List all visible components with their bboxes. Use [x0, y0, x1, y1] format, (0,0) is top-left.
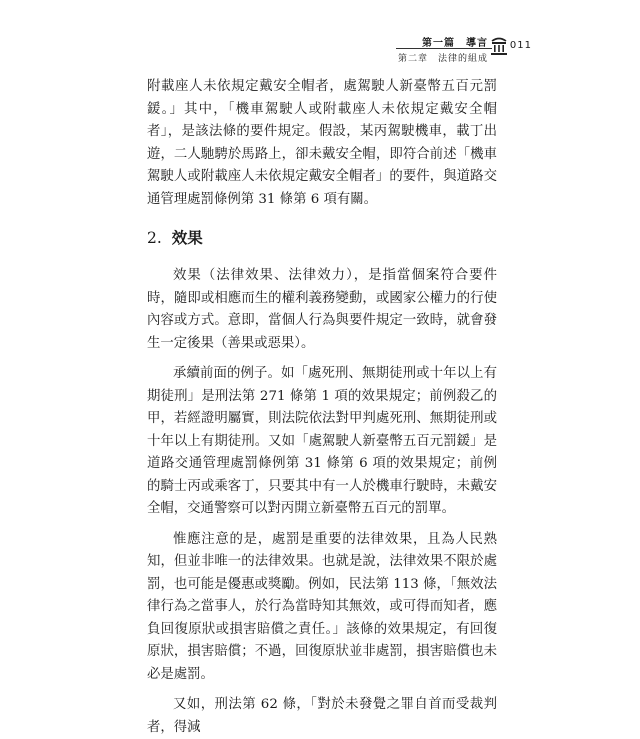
page-number: 011 [509, 40, 532, 51]
section-title: 效果 [171, 229, 203, 247]
paragraph-note: 惟應注意的是，處罰是重要的法律效果，且為人民熟知，但並非唯一的法律效果。也就是說，法律效果不限於處罰，也可能是優惠或獎勵。例如，民法第 113 條，「無效法律行為之當事人，於行為當時知其無效，或可得而知者，應負回復原狀或損害賠償之責任。」該條的效果規定，有回復原狀，損害賠償；不過，回復原狀並非處罰，損害賠償也未必是處罰。 [147, 531, 497, 682]
column-pillar-icon [490, 36, 508, 56]
header-part-title: 第一篇 導言 [422, 38, 488, 49]
header-chapter-title: 第二章 法律的組成 [397, 54, 488, 64]
header-rule [396, 48, 492, 49]
paragraph-further-example: 又如，刑法第 62 條，「對於未發覺之罪自首而受裁判者，得減 [147, 697, 497, 735]
paragraph-continued: 附載座人未依規定戴安全帽者，處駕駛人新臺幣五百元罰鍰。」其中，「機車駕駛人或附載座人未依規定戴安全帽者」，是該法條的要件規定。假設，某丙駕駛機車，載丁出遊，二人馳騁於馬路上，卻未戴安全帽，即符合前述「機車駕駛人或附載座人未依規定戴安全帽者」的要件，與道路交通管理處罰條例第 31 條第 6 項有關。 [147, 79, 497, 207]
running-header [392, 32, 532, 62]
section-heading [147, 225, 497, 251]
paragraph-example: 承續前面的例子。如「處死刑、無期徒刑或十年以上有期徒刑」是刑法第 271 條第 1 項的效果規定；前例殺乙的甲，若經證明屬實，則法院依法對甲判處死刑、無期徒刑或十年以上有期徒刑。又如「處駕駛人新臺幣五百元罰鍰」是道路交通管理處罰條例第 31 條第 6 項的效果規定；前例的騎士丙或乘客丁，只要其中有一人於機車行駛時，未戴安全帽，交通警察可以對丙開立新臺幣五百元的罰單。 [147, 366, 497, 516]
paragraph-definition: 效果（法律效果、法律效力），是指當個案符合要件時，隨即或相應而生的權利義務變動，或國家公權力的行使內容或方式。意即，當個人行為與要件規定一致時，就會發生一定後果（善果或惡果）。 [147, 268, 497, 351]
section-number: 2. [147, 229, 162, 247]
